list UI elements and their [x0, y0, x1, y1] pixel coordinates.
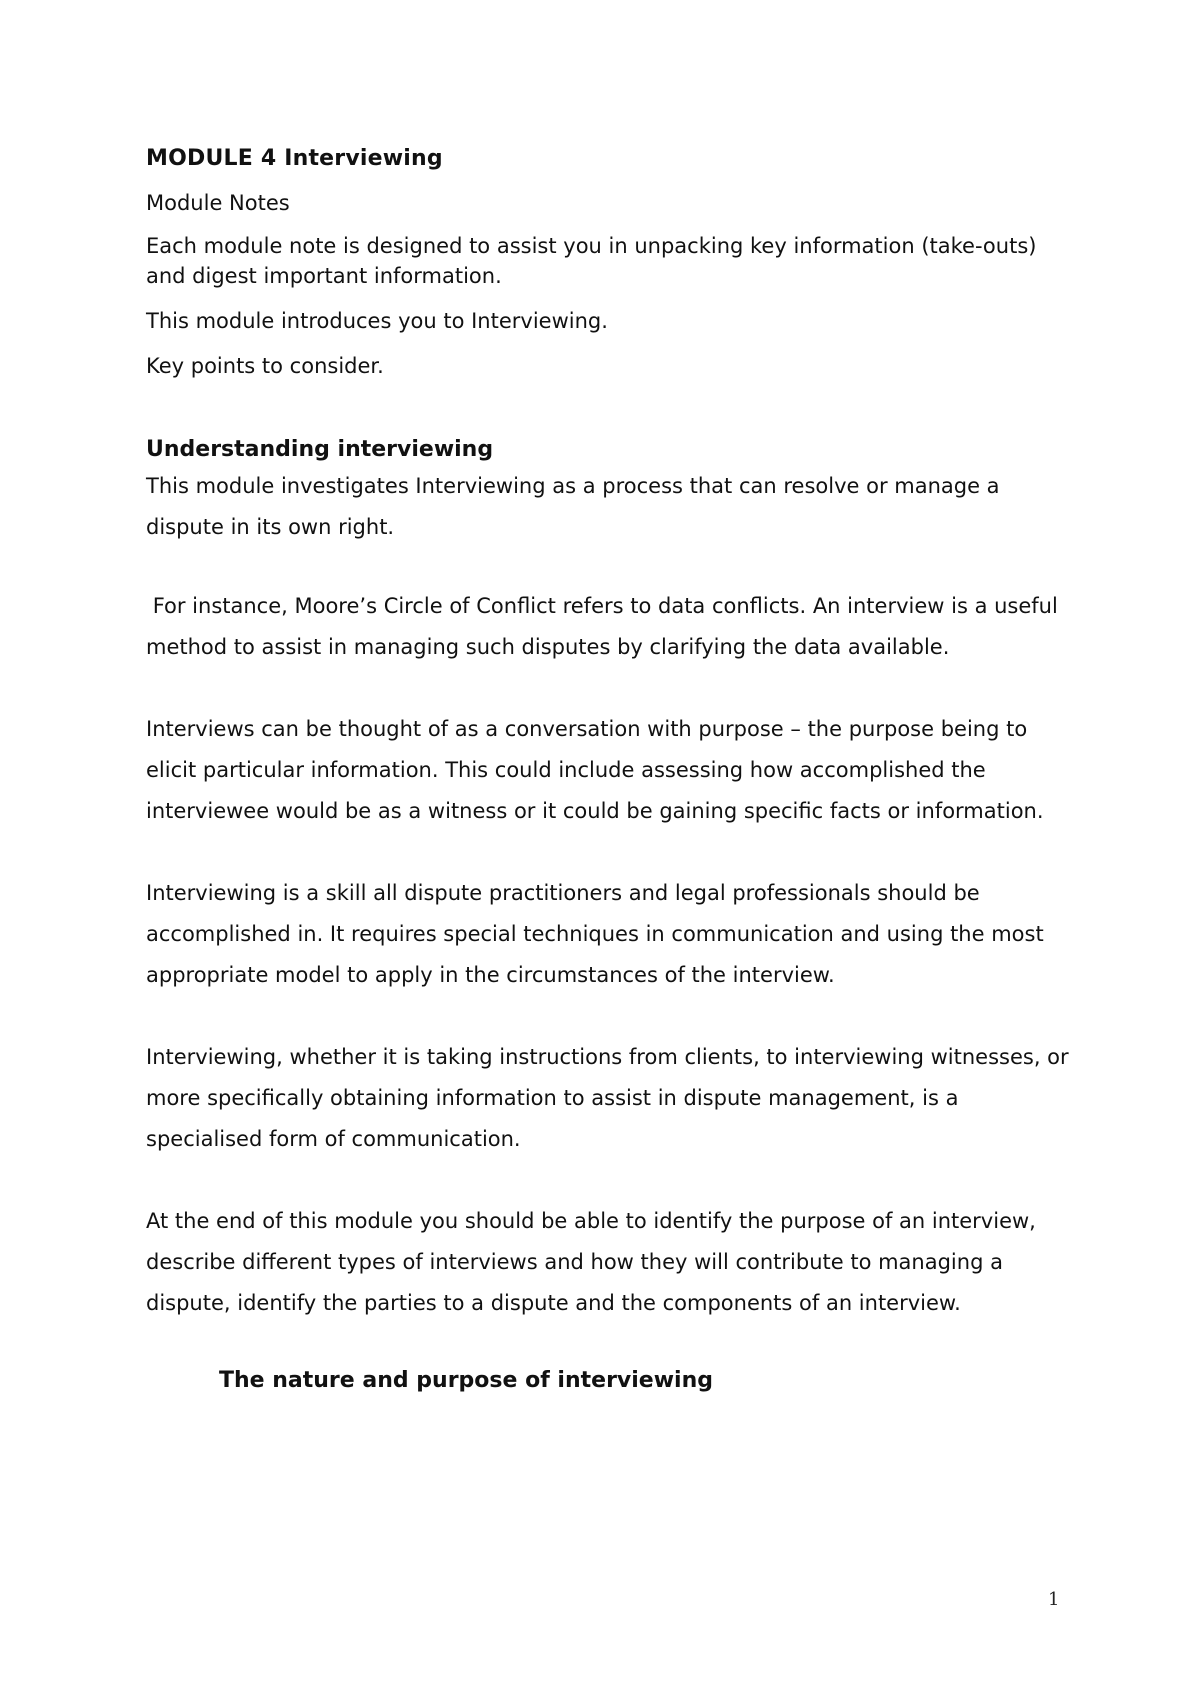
intro-paragraph: Each module note is designed to assist you in unpacking key information (take-outs) and digest important information. — [146, 234, 1037, 288]
body-paragraph: Interviews can be thought of as a conversation with purpose – the purpose being to elicit particular information. This could include assessing how accomplished the interviewee would be as a witness or it could be gaining specific facts or information. — [146, 717, 1044, 823]
module-subtitle: Module Notes — [146, 191, 290, 215]
body-paragraph: At the end of this module you should be able to identify the purpose of an interview, describe different types of interviews and how they will contribute to managing a dispute, identify the parties to a dispute and the components of an interview. — [146, 1209, 1036, 1315]
intro-paragraph: Key points to consider. — [146, 354, 384, 378]
body-paragraph: For instance, Moore’s Circle of Conflict refers to data conflicts. An interview is a useful method to assist in managing such disputes by clarifying the data available. — [146, 594, 1065, 659]
module-title: MODULE 4 Interviewing — [146, 146, 443, 171]
subsection-heading: The nature and purpose of interviewing — [219, 1368, 713, 1393]
document-content — [146, 143, 1076, 1397]
body-paragraph: Interviewing, whether it is taking instructions from clients, to interviewing witnesses, or more specifically obtaining information to assist in dispute management, is a specialised form of communication. — [146, 1045, 1069, 1151]
body-paragraph: This module investigates Interviewing as a process that can resolve or manage a dispute in its own right. — [146, 474, 1000, 539]
body-paragraph: Interviewing is a skill all dispute practitioners and legal professionals should be accomplished in. It requires special techniques in communication and using the most appropriate model to apply in the circumstances of the interview. — [146, 881, 1044, 987]
spacer — [146, 395, 1076, 434]
page-number: 1 — [1048, 1589, 1060, 1610]
intro-paragraph: This module introduces you to Interviewing. — [146, 309, 608, 333]
section-heading: Understanding interviewing — [146, 437, 494, 462]
